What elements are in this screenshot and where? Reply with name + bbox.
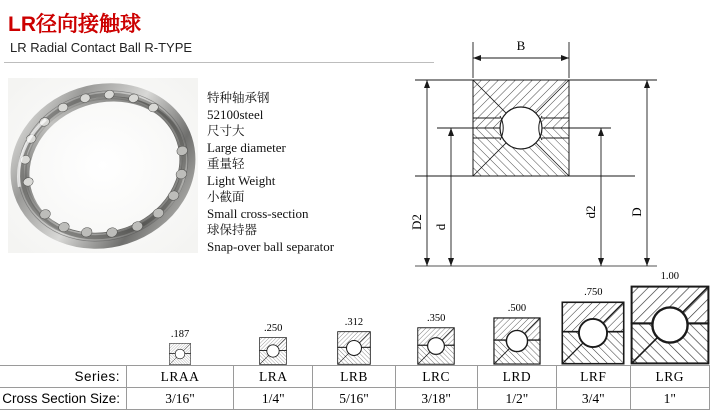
feature-item: Snap-over ball separator (207, 238, 335, 254)
cross-section-size-label: .187 (170, 329, 190, 340)
cell-series: LRC (395, 366, 477, 388)
dimension-label-d: d (433, 223, 448, 231)
row-label-series: Series: (0, 366, 127, 388)
feature-item: 尺寸大 (207, 123, 245, 138)
cross-section-figure (169, 329, 191, 365)
cross-section-figure (493, 303, 541, 365)
feature-item: 球保持器 (207, 222, 258, 237)
cell-cross-section: 5/16" (313, 388, 395, 410)
feature-item: 特种轴承钢 (207, 90, 270, 105)
cell-cross-section: 1/2" (477, 388, 556, 410)
cell-series: LRG (630, 366, 710, 388)
cross-section-figure (417, 313, 455, 365)
feature-item: Small cross-section (207, 205, 309, 221)
table-row-cross-section (0, 388, 710, 410)
feature-item: 重量轻 (207, 156, 245, 171)
spec-table (0, 365, 710, 410)
dimension-label-D: D (629, 207, 644, 217)
feature-item: Light Weight (207, 172, 276, 188)
cross-section-size-label: .312 (344, 317, 364, 328)
cell-cross-section: 3/4" (557, 388, 630, 410)
cross-section-figure (337, 317, 371, 365)
row-label-cross-section: Cross Section Size: (0, 388, 127, 410)
page-title-english: LR Radial Contact Ball R-TYPE (10, 40, 193, 55)
cross-section-size-label: .750 (584, 287, 603, 298)
product-photo (8, 78, 198, 253)
dimension-label-D2: D2 (409, 214, 424, 230)
cross-section-size-label: .250 (264, 323, 283, 334)
cross-section-figure (259, 323, 287, 365)
cross-section-figure (561, 287, 625, 365)
cell-series: LRAA (127, 366, 234, 388)
cell-series: LRD (477, 366, 556, 388)
cell-cross-section: 3/18" (395, 388, 477, 410)
cell-series: LRA (234, 366, 313, 388)
cross-section-size-label: 1.00 (660, 271, 679, 282)
feature-item: 小截面 (207, 189, 245, 204)
cell-series: LRB (313, 366, 395, 388)
dimension-label-d2: d2 (583, 205, 598, 219)
feature-list (207, 90, 422, 255)
page-title-chinese: LR径向接触球 (8, 13, 141, 36)
title-divider (4, 62, 434, 63)
cell-series: LRF (557, 366, 630, 388)
cross-section-size-label: .500 (507, 303, 527, 314)
feature-item: Large diameter (207, 139, 286, 155)
cross-section-squares (0, 262, 710, 365)
feature-item: 52100steel (207, 106, 264, 122)
cell-cross-section: 1" (630, 388, 710, 410)
table-row-series (0, 366, 710, 388)
dimension-label-B: B (516, 38, 526, 53)
cross-section-figure (630, 271, 710, 365)
cross-section-size-label: .350 (426, 313, 446, 324)
cell-cross-section: 1/4" (234, 388, 313, 410)
cell-cross-section: 3/16" (127, 388, 234, 410)
cross-section-comparison (0, 262, 710, 408)
technical-drawing (395, 22, 695, 272)
